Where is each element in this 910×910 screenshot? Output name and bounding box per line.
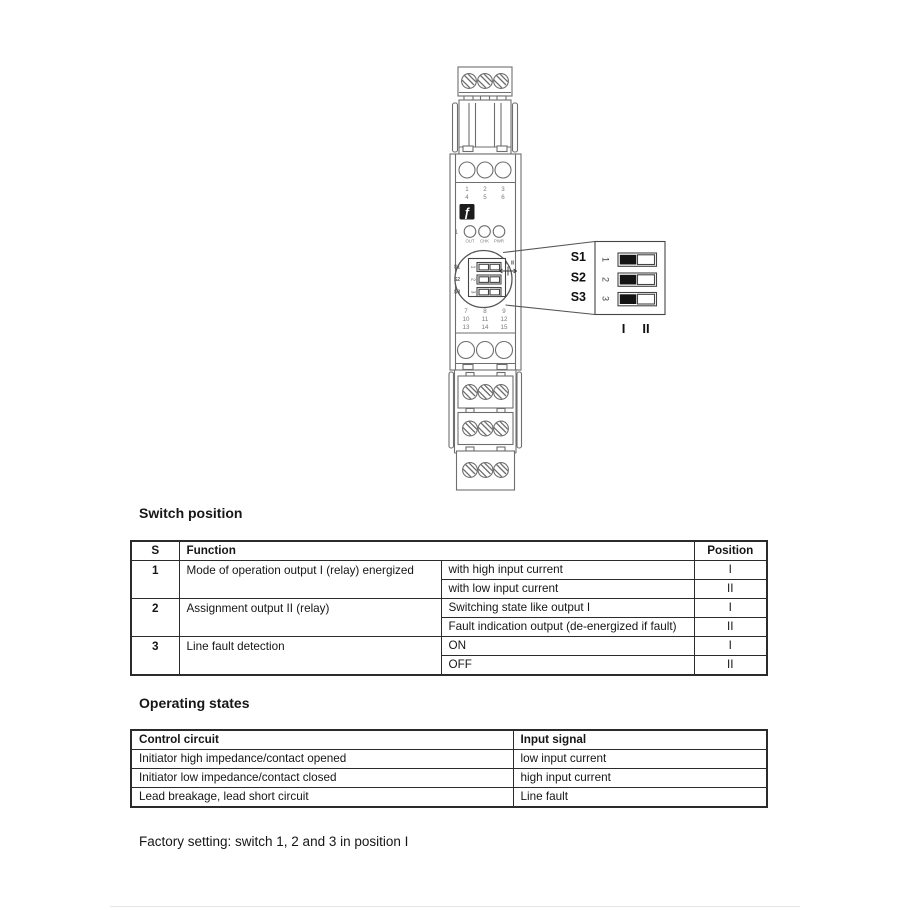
operating-states-table: [130, 729, 768, 808]
terminal-opening: [458, 342, 475, 359]
terminal-opening: [459, 162, 475, 178]
dip-label-s3: S3: [453, 289, 461, 296]
switch-position-table: [130, 540, 768, 676]
operating-states-heading: Operating states: [139, 695, 250, 711]
switch-number: 3: [131, 637, 179, 676]
led-pwr: [493, 226, 505, 238]
terminal-number: 8: [483, 308, 487, 315]
switch-option: Fault indication output (de-energized if fault): [441, 618, 694, 637]
terminal-opening: [495, 162, 511, 178]
control-circuit-cell: Lead breakage, lead short circuit: [131, 788, 513, 808]
switch-option: Switching state like output I: [441, 599, 694, 618]
terminal-opening: [477, 342, 494, 359]
dip-position-ii: II: [511, 260, 514, 267]
terminal-number: 9: [502, 308, 506, 315]
dip-knob: [620, 294, 637, 304]
terminal-opening: [496, 342, 513, 359]
terminal-number: 3: [501, 186, 505, 193]
switch-option-position: I: [694, 561, 767, 580]
screw-icon: [461, 73, 477, 89]
led-index-label: 1: [454, 229, 459, 236]
terminal-number: 2: [483, 186, 487, 193]
page-edge-line: [110, 906, 800, 907]
device-illustration: [330, 45, 690, 505]
switch-option-position: I: [694, 599, 767, 618]
switch-number: 1: [131, 561, 179, 599]
switch-function: Assignment output II (relay): [179, 599, 441, 637]
callout-number-3: 3: [600, 295, 611, 302]
switch-option: with high input current: [441, 561, 694, 580]
terminal-number: 14: [481, 324, 489, 331]
input-signal-cell: low input current: [513, 750, 767, 769]
callout-number-1: 1: [600, 256, 611, 263]
col-header-s: S: [131, 541, 179, 561]
screw-icon: [477, 73, 493, 89]
terminal-number: 4: [465, 194, 469, 201]
control-circuit-cell: Initiator low impedance/contact closed: [131, 769, 513, 788]
callout-label-s2: S2: [570, 270, 586, 285]
switch-option: ON: [441, 637, 694, 656]
switch-option: OFF: [441, 656, 694, 676]
screw-icon: [478, 462, 494, 478]
terminal-number: 7: [464, 308, 468, 315]
dip-label-s1: S1: [453, 264, 461, 271]
led-label-out: OUT: [465, 238, 475, 244]
terminal-number: 6: [501, 194, 505, 201]
col-header-control-circuit: Control circuit: [131, 730, 513, 750]
led-out: [464, 226, 476, 238]
factory-setting-note: Factory setting: switch 1, 2 and 3 in position I: [139, 834, 409, 849]
top-terminal-block: [458, 67, 512, 101]
table-row: [131, 788, 767, 808]
callout-label-s3: S3: [570, 290, 586, 304]
screw-icon: [478, 384, 494, 400]
upper-housing: [453, 100, 518, 154]
lower-terminal-blocks: [449, 370, 522, 490]
screw-icon: [462, 462, 478, 478]
table-row: [131, 769, 767, 788]
screw-icon: [493, 462, 509, 478]
led-label-chk: CHK: [479, 238, 490, 244]
table-row: [131, 637, 767, 656]
callout-position-ii: II: [642, 321, 650, 336]
terminal-number: 15: [500, 324, 508, 331]
callout-position-i: I: [621, 321, 626, 336]
terminal-number: 10: [462, 316, 470, 323]
col-header-function: Function: [179, 541, 694, 561]
table-row: [131, 750, 767, 769]
dip-slider-2: [618, 273, 657, 286]
brand-logo-glyph: ƒ: [463, 205, 471, 220]
terminal-number: 13: [462, 324, 470, 331]
screw-icon: [478, 421, 494, 437]
input-signal-cell: high input current: [513, 769, 767, 788]
screw-icon: [493, 73, 509, 89]
callout-label-s1: S1: [570, 250, 586, 264]
control-circuit-cell: Initiator high impedance/contact opened: [131, 750, 513, 769]
dip-switch-callout: [571, 242, 665, 337]
col-header-position: Position: [694, 541, 767, 561]
screw-icon: [493, 384, 509, 400]
terminal-number: 11: [481, 316, 489, 323]
switch-option-position: II: [694, 656, 767, 676]
dip-switch-small: [477, 263, 501, 297]
switch-function: Mode of operation output I (relay) energized: [179, 561, 441, 599]
input-signal-cell: Line fault: [513, 788, 767, 808]
callout-number-2: 2: [600, 276, 611, 283]
screw-icon: [462, 421, 478, 437]
table-row: [131, 561, 767, 580]
screw-icon: [462, 384, 478, 400]
dip-label-s2: S2: [453, 277, 461, 283]
dip-position-i: I: [505, 260, 507, 267]
switch-number: 2: [131, 599, 179, 637]
table-row: [131, 599, 767, 618]
terminal-opening: [477, 162, 493, 178]
switch-option: with low input current: [441, 580, 694, 599]
dip-number: 3: [469, 290, 476, 294]
switch-option-position: I: [694, 637, 767, 656]
dip-slider-1: [618, 253, 657, 266]
dip-slider-3: [618, 293, 657, 306]
led-label-pwr: PWR: [493, 238, 505, 244]
dip-number: 1: [469, 265, 476, 269]
switch-option-position: II: [694, 580, 767, 599]
col-header-input-signal: Input signal: [513, 730, 767, 750]
switch-position-heading: Switch position: [139, 505, 243, 521]
screw-icon: [493, 421, 509, 437]
switch-function: Line fault detection: [179, 637, 441, 676]
table-header-row: [131, 730, 767, 750]
terminal-number: 5: [483, 194, 487, 201]
terminal-number: 12: [500, 316, 508, 323]
table-header-row: [131, 541, 767, 561]
dip-knob: [620, 255, 637, 265]
brand-logo: [460, 204, 475, 220]
terminal-number: 1: [465, 186, 469, 193]
dip-number: 2: [469, 278, 476, 281]
led-chk: [479, 226, 491, 238]
dip-knob: [620, 275, 637, 285]
switch-option-position: II: [694, 618, 767, 637]
